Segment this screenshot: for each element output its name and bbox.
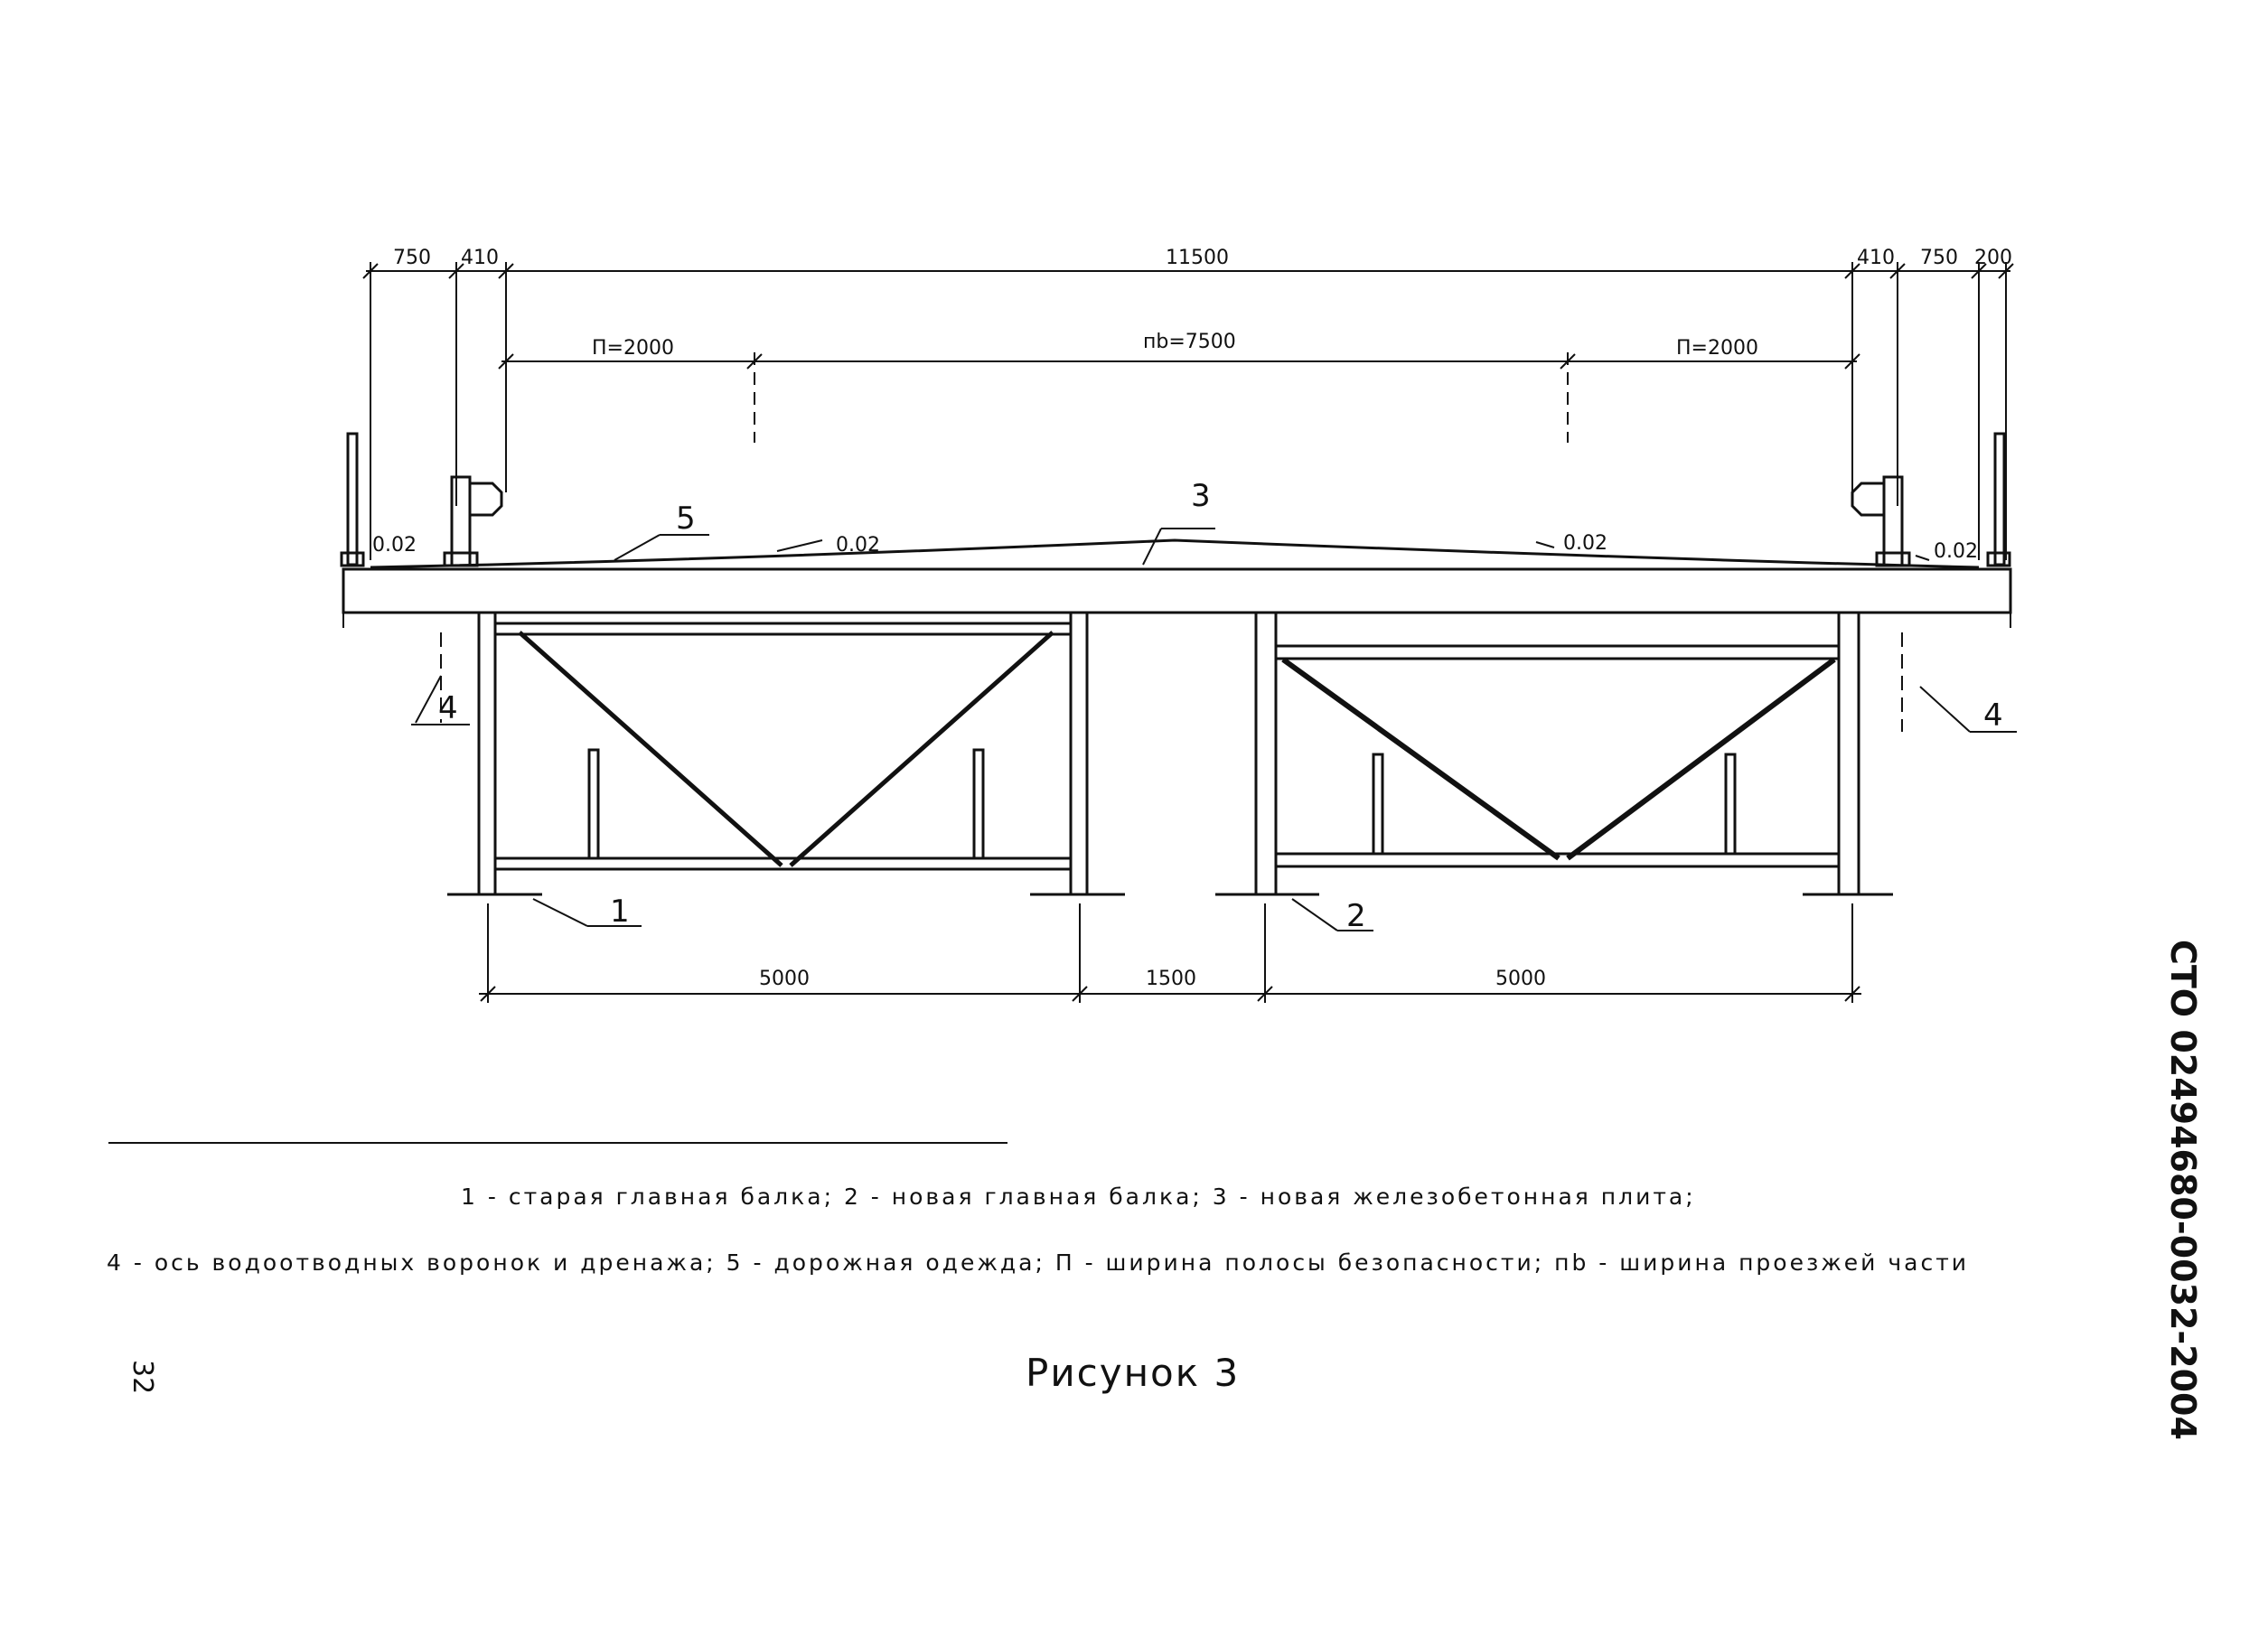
dim-top-11500: 11500 (1166, 247, 1229, 269)
dim-top-200-right: 200 (1974, 247, 2012, 269)
lane-dimension-chain (499, 352, 1860, 443)
pavement-surface (370, 540, 1979, 567)
top-dimension-chain (363, 262, 2013, 560)
document-code: СТО 02494680-0032-2004 (2163, 940, 2203, 1440)
dim-bottom-gap: 1500 (1146, 968, 1196, 990)
dim-lane-safety-left: П=2000 (592, 337, 674, 360)
dim-lane-carriageway: пb=7500 (1143, 331, 1236, 353)
marker-3-slab: 3 (1191, 478, 1211, 514)
right-barrier (1852, 434, 2010, 566)
old-main-beam (447, 613, 1125, 894)
dim-bottom-new-beam: 5000 (1495, 968, 1546, 990)
marker-4-right-drain: 4 (1983, 697, 2003, 734)
page-number: 32 (127, 1360, 158, 1395)
dim-bottom-old-beam: 5000 (759, 968, 810, 990)
legend-line-2: 4 - ось водоотводных воронок и дренажа; 5 - дорожная одежда; П - ширина полосы безопасности; пb - ширина проезжей части (107, 1249, 1970, 1276)
new-main-beam (1215, 613, 1893, 894)
marker-4-left-drain: 4 (438, 690, 458, 726)
marker-2-new-beam: 2 (1346, 898, 1366, 934)
legend-line-1: 1 - старая главная балка; 2 - новая главная балка; 3 - новая железобетонная плита; (461, 1184, 1696, 1210)
marker-1-old-beam: 1 (610, 894, 630, 930)
figure-caption: Рисунок 3 (1026, 1351, 1241, 1395)
slope-label-right: 0.02 (1563, 532, 1607, 555)
dim-top-410-left: 410 (461, 247, 499, 269)
dim-top-750-right: 750 (1920, 247, 1958, 269)
marker-5-pavement: 5 (676, 501, 696, 537)
left-barrier (342, 434, 501, 566)
deck-slab (343, 569, 2010, 628)
dim-top-750-left: 750 (393, 247, 431, 269)
slope-label-right-edge: 0.02 (1934, 540, 1978, 563)
slope-label-left-edge: 0.02 (372, 534, 417, 557)
dim-lane-safety-right: П=2000 (1676, 337, 1758, 360)
slope-label-left: 0.02 (836, 534, 880, 557)
dim-top-410-right: 410 (1857, 247, 1895, 269)
